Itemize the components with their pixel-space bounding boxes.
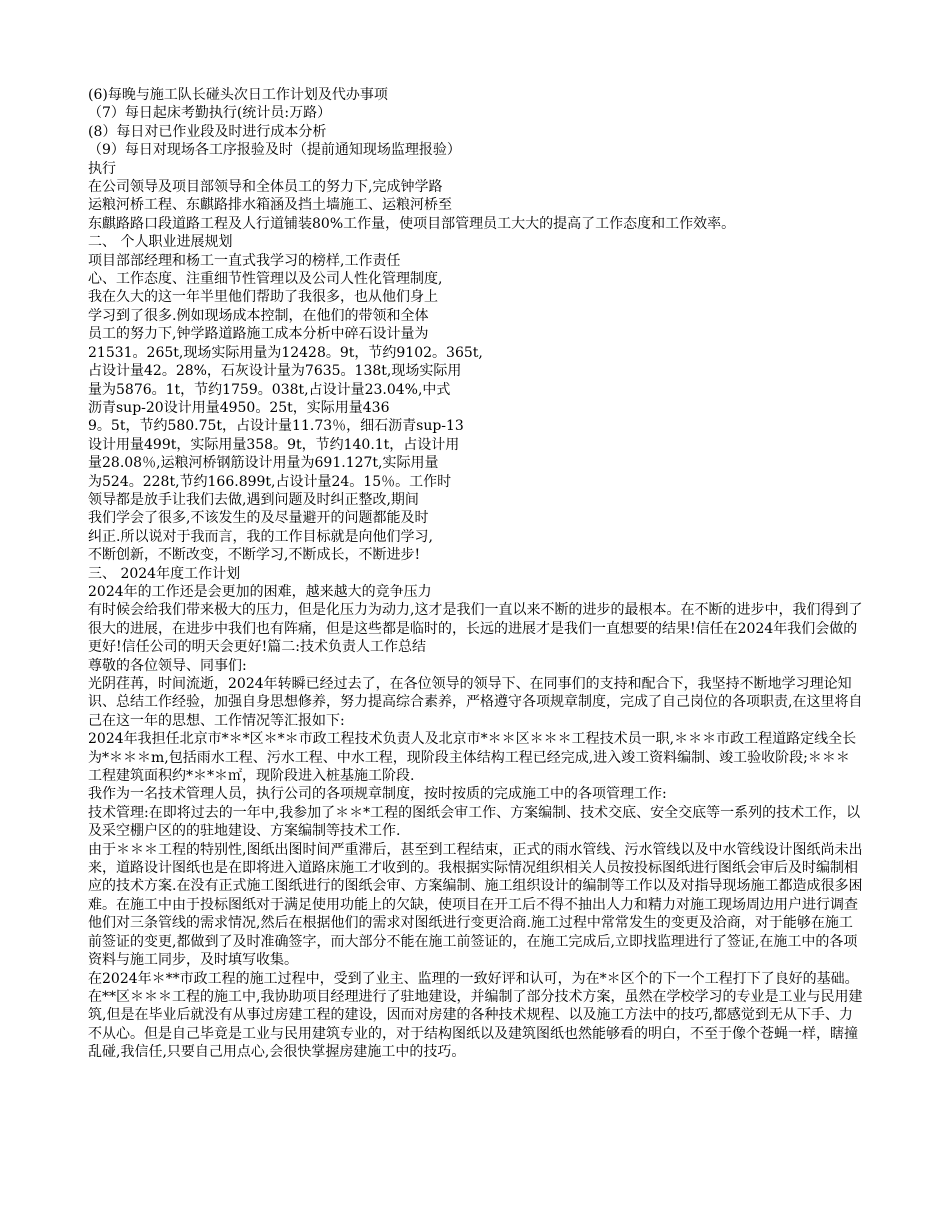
- text-line: 为524。228t,节约166.899t,占设计量24。15％。工作时: [88, 473, 452, 490]
- paragraph: 由于＊＊＊工程的特别性,图纸出图时间严重滞后，甚至到工程结束，正式的雨水管线、污水管线以及中水管线设计图纸尚未出来，道路设计图纸也是在即将进入道路床施工才收到的。我根据实际情况组织相关人员按投标图纸进行图纸会审后及时编制相应的技术方案.在没有正式施工图纸进行的图纸会审、方案编制、施工组织设计的编制等工作以及对指导现场施工都造成很多困难。在施工中由于投标图纸对于满足使用功能上的欠缺，使项目在开工后不得不抽出人力和精力对施工现场周边用户进行调查他们对三条管线的需求情况,然后在根据他们的需求对图纸进行变更洽商.施工过程中常常发生的变更及洽商，对于能够在施工前签证的变更,都做到了及时准确签字，而大部分不能在施工前签证的，在施工完成后,立即找监理进行了签证,在施工中的各项资料与施工同步，及时填写收集。: [88, 841, 863, 969]
- text-line: （7）每日起床考勤执行(统计员:万路）: [88, 105, 332, 122]
- document-body: [88, 86, 863, 1062]
- text-line: 执行: [88, 160, 116, 177]
- text-line: 2024年的工作还是会更加的困难，越来越大的竞争压力: [88, 583, 432, 600]
- text-line: (6)每晚与施工队长碰头次日工作计划及代办事项: [88, 87, 388, 103]
- text-line: 领导都是放手让我们去做,遇到问题及时纠正整改,期间: [88, 491, 419, 508]
- text-line: 不断创新，不断改变，不断学习,不断成长，不断进步!: [88, 547, 421, 564]
- text-line: 设计用量499t，实际用量358。9t，节约140.1t，占设计用: [88, 436, 460, 453]
- text-line: 东麒路路口段道路工程及人行道铺装80%工作量，使项目部管理员工大大的提高了工作态度和工作效率。: [88, 215, 736, 232]
- text-line: 沥青sup-20设计用量4950。25t，实际用量436: [88, 399, 390, 416]
- text-line: 项目部部经理和杨工一直式我学习的榜样,工作责任: [88, 252, 401, 269]
- text-line: 我在久大的这一年半里他们帮助了我很多，也从他们身上: [88, 289, 438, 306]
- paragraph: 在2024年＊**市政工程的施工过程中，受到了业主、监理的一致好评和认可，为在*＊区个的下一个工程打下了良好的基础。: [88, 970, 859, 987]
- text-line: 心、工作态度、注重细节性管理以及公司人性化管理制度,: [88, 271, 443, 288]
- paragraph: 2024年我担任北京市*＊*区＊*＊市政工程技术负责人及北京市*＊＊区＊＊＊工程技术员一职,＊＊＊市政工程道路定线全长为*＊＊＊m,包括雨水工程、污水工程、中水工程，现阶段主体结构工程已经完成,进入竣工资料编制、竣工验收阶段;＊＊＊工程建筑面积约*＊*＊㎡，现阶段进入桩基施工阶段.: [88, 731, 857, 785]
- text-line: 占设计量42。28%，石灰设计量为7635。138t,现场实际用: [88, 363, 462, 380]
- paragraph: 在**区＊＊＊工程的施工中,我协助项目经理进行了驻地建设，并编制了部分技术方案，虽然在学校学习的专业是工业与民用建筑,但是在毕业后就没有从事过房建工程的建设，因而对房建的各种技术规程、以及施工方法中的技巧,都感觉到无从下手、力不从心。但是自己毕竟是工业与民用建筑专业的，对于结构图纸以及建筑图纸也然能够看的明白，不至于像个苍蝇一样，瞎撞乱碰,我信任,只要自己用点心,会很快掌握房建施工中的技巧。: [88, 988, 863, 1061]
- section-heading: 三、 2024年度工作计划: [88, 565, 241, 582]
- paragraph: 有时候会给我们带来极大的压力，但是化压力为动力,这才是我们一直以来不断的进步的最根本。在不断的进步中，我们得到了很大的进展，在进步中我们也有阵痛，但是这些都是临时的，长远的进展才是我们一直想要的结果!信任在2024年我们会做的更好!信任公司的明天会更好!篇二:技术负责人工作总结: [88, 602, 863, 656]
- text-line: 我们学会了很多,不该发生的及尽量避开的问题都能及时: [88, 510, 429, 527]
- text-line: 量为5876。1t，节约1759。038t,占设计量23.04%,中式: [88, 381, 451, 398]
- salutation: 尊敬的各位领导、同事们:: [88, 657, 247, 674]
- paragraph: 技术管理:在即将过去的一年中,我参加了＊＊*工程的图纸会审工作、方案编制、技术交底、安全交底等一系列的技术工作，以及采空棚户区的的驻地建设、方案编制等技术工作.: [88, 804, 861, 840]
- text-line: 21531。265t,现场实际用量为12428。9t，节约9102。365t,: [88, 344, 483, 361]
- text-line: 量28.08％,运粮河桥钢筋设计用量为691.127t,实际用量: [88, 455, 439, 472]
- text-line: 员工的努力下,钟学路道路施工成本分析中碎石设计量为: [88, 326, 429, 343]
- section-heading: 二、 个人职业进展规划: [88, 234, 233, 251]
- text-line: （9）每日对现场各工序报验及时（提前通知现场监理报验）: [88, 142, 461, 159]
- paragraph: 光阴荏苒，时间流逝，2024年转瞬已经过去了，在各位领导的领导下、在同事们的支持和配合下，我坚持不断地学习理论知识、总结工作经验，加强自身思想修养，努力提高综合素养，严格遵守各项规章制度，完成了自己岗位的各项职责,在这里将自己在这一年的思想、工作情况等汇报如下:: [88, 676, 863, 729]
- text-line: 学习到了很多.例如现场成本控制，在他们的带领和全体: [88, 307, 429, 324]
- text-line: 运粮河桥工程、东麒路排水箱涵及挡土墙施工、运粮河桥至: [88, 197, 452, 214]
- paragraph: 我作为一名技术管理人员，执行公司的各项规章制度，按时按质的完成施工中的各项管理工作:: [88, 786, 667, 803]
- text-line: 纠正.所以说对于我而言，我的工作目标就是向他们学习,: [88, 528, 433, 545]
- text-line: (8）每日对已作业段及时进行成本分析: [88, 123, 327, 140]
- text-line: 9。5t，节约580.75t，占设计量11.73％，细石沥青sup-13: [88, 418, 464, 435]
- text-line: 在公司领导及项目部领导和全体员工的努力下,完成钟学路: [88, 179, 443, 196]
